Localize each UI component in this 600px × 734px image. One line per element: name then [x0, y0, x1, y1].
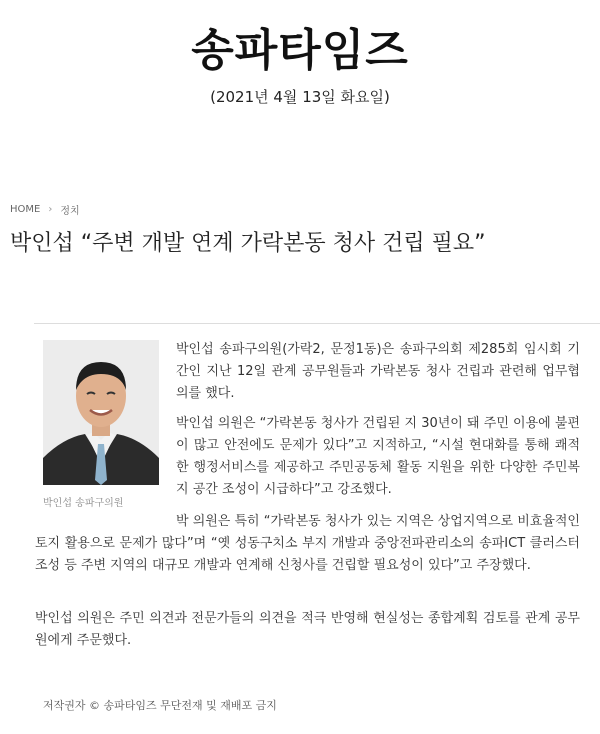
article-paragraph: 박인섭 의원은 “가락본동 청사가 건립된 지 30년이 돼 주민 이용에 불편이 많고 안전에도 문제가 있다”고 지적하고, “시설 현대화를 통해 쾌적한 행정서비스를 제공하고 주민공동체 활동 지원을 위한 다양한 주민복지 공간 조성이 시급하다”고 강조했다. — [176, 416, 580, 497]
article-paragraph: 박 의원은 특히 “가락본동 청사가 있는 지역은 상업지역으로 비효율적인 토지 활용으로 문제가 많다”며 “옛 성동구치소 부지 개발과 중앙전파관리소의 송파ICT 클러스터 조성 등 주변 지역의 대규모 개발과 연계해 신청사를 건립할 필요성이 있다”고 주장했다. — [35, 514, 580, 573]
author-photo — [43, 340, 159, 485]
article-headline: 박인섭 “주변 개발 연계 가락본동 청사 건립 필요” — [10, 231, 486, 256]
article-paragraph: 박인섭 송파구의원(가락2, 문정1동)은 송파구의회 제285회 임시회 기간인 지난 12일 관계 공무원들과 가락본동 청사 건립과 관련해 업무협의를 했다. — [176, 342, 580, 401]
divider — [34, 323, 600, 324]
masthead-title: 송파타임즈 — [191, 25, 409, 76]
breadcrumb-section-link[interactable]: 정치 — [60, 206, 80, 217]
chevron-right-icon: › — [48, 204, 53, 215]
breadcrumb-home-link[interactable]: HOME — [10, 204, 41, 215]
breadcrumb — [10, 202, 80, 217]
dateline: (2021년 4월 13일 화요일) — [210, 88, 390, 106]
copyright-notice: 저작권자 © 송파타임즈 무단전재 및 재배포 금지 — [43, 699, 277, 712]
article-paragraph: 박인섭 의원은 주민 의견과 전문가들의 의견을 적극 반영해 현실성는 종합계획 검토를 관계 공무원에게 주문했다. — [35, 611, 580, 648]
photo-caption: 박인섭 송파구의원 — [43, 498, 124, 509]
